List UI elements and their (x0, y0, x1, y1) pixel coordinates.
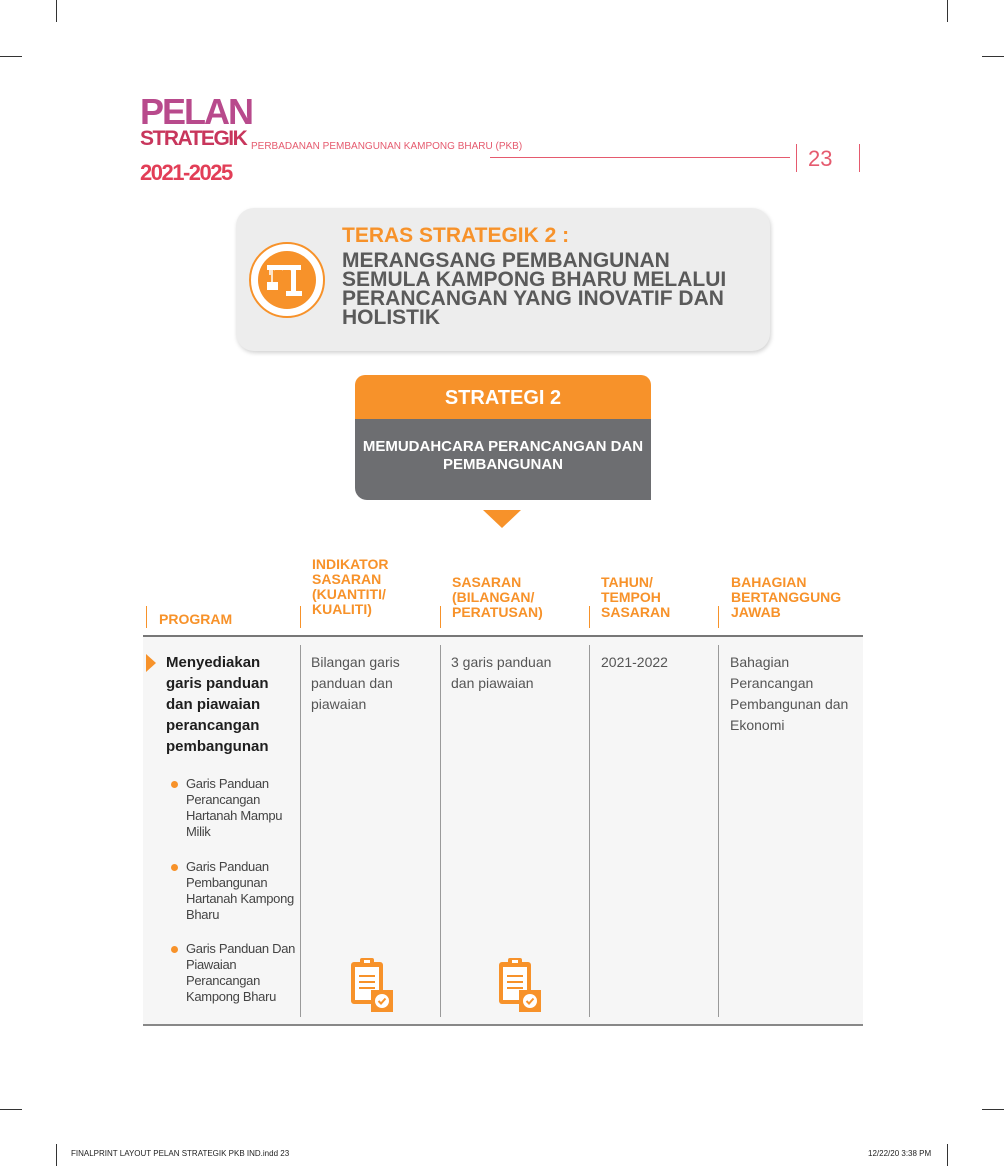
header-separator (589, 606, 590, 628)
header-separator (300, 606, 301, 628)
header-subtitle: PERBADANAN PEMBANGUNAN KAMPONG BHARU (PKB) (251, 141, 523, 152)
header-indikator: INDIKATOR SASARAN (KUANTITI/ KUALITI) (312, 556, 389, 617)
logo-year: 2021-2025 (140, 160, 232, 185)
header-sasaran: SASARAN (BILANGAN/ PERATUSAN) (452, 574, 543, 620)
program-item: Garis Panduan Dan Piawaian Perancangan Kampong Bharu (186, 941, 296, 1004)
teras-icon-badge (249, 242, 325, 318)
column-separator (440, 645, 441, 1017)
crop-mark (0, 56, 22, 57)
header-rule (490, 157, 790, 158)
table-bottom-rule (143, 1024, 863, 1026)
clipboard-check-icon (497, 956, 543, 1014)
header-bahagian: BAHAGIAN BERTANGGUNG JAWAB (731, 574, 842, 620)
footer-filename: FINALPRINT LAYOUT PELAN STRATEGIK PKB IND.indd 23 (71, 1149, 290, 1158)
logo-strategik: STRATEGIK (140, 127, 247, 150)
down-arrow-icon (483, 510, 521, 528)
footer-timestamp: 12/22/20 3:38 PM (868, 1149, 932, 1158)
crop-mark (947, 0, 948, 22)
crop-mark (56, 0, 57, 22)
column-separator (718, 645, 719, 1017)
header-separator (146, 606, 147, 628)
column-separator (300, 645, 301, 1017)
program-item: Garis Panduan Perancangan Hartanah Mampu Milik (186, 776, 283, 839)
page-number-divider (859, 144, 860, 172)
teras-title: TERAS STRATEGIK 2 : (342, 224, 570, 247)
page-number-divider (796, 144, 797, 172)
play-arrow-icon (146, 654, 156, 672)
sasaran-cell: 3 garis panduan dan piawaian (451, 654, 552, 691)
column-separator (589, 645, 590, 1017)
header-separator (440, 606, 441, 628)
indikator-cell: Bilangan garis panduan dan piawaian (311, 654, 400, 712)
teras-description: MERANGSANG PEMBANGUNAN SEMULA KAMPONG BHARU MELALUI PERANCANGAN YANG INOVATIF DAN HOLISTIK (342, 249, 727, 329)
strategy-label: STRATEGI 2 (355, 375, 651, 419)
crop-mark (0, 1109, 22, 1110)
bahagian-cell: Bahagian Perancangan Pembangunan dan Ekonomi (730, 654, 849, 733)
logo-pelan: PELAN (140, 91, 253, 132)
bullet-dot-icon (171, 946, 178, 953)
header-separator (718, 606, 719, 628)
clipboard-check-icon (349, 956, 395, 1014)
page-number: 23 (808, 146, 833, 171)
strategy-description: MEMUDAHCARA PERANCANGAN DAN PEMBANGUNAN (355, 419, 651, 500)
program-title: Menyediakan garis panduan dan piawaian perancangan pembangunan (166, 654, 269, 755)
crop-mark (982, 1109, 1004, 1110)
crop-mark (56, 1144, 57, 1166)
header-tahun: TAHUN/ TEMPOH SASARAN (601, 574, 671, 620)
tahun-cell: 2021-2022 (601, 654, 668, 670)
crane-icon (258, 251, 316, 309)
bullet-dot-icon (171, 781, 178, 788)
crop-mark (947, 1144, 948, 1166)
crop-mark (982, 56, 1004, 57)
bullet-dot-icon (171, 864, 178, 871)
header-program: PROGRAM (159, 611, 233, 627)
program-item: Garis Panduan Pembangunan Hartanah Kampong Bharu (186, 859, 294, 922)
